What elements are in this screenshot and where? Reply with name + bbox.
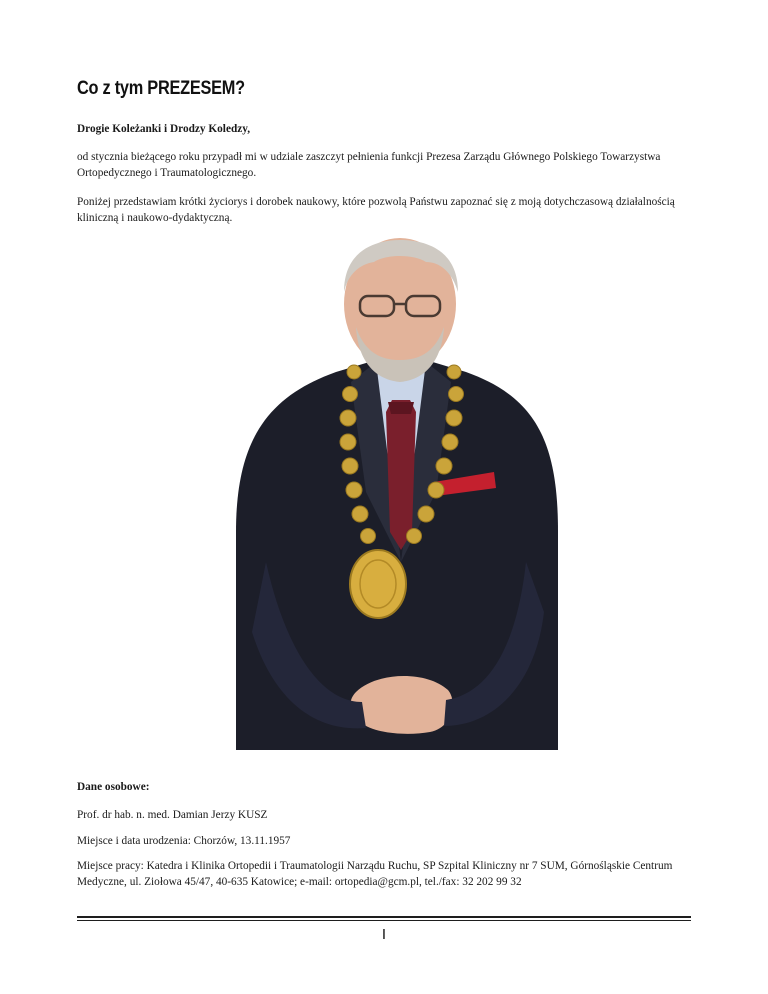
intro-paragraph-1: od stycznia bieżącego roku przypadł mi w udziale zaszczyt pełnienia funkcji Prezesa Zarządu Głównego Polskiego Towarzystwa Ortopedycznego i Traumatologicznego. bbox=[77, 151, 661, 179]
page-title: Co z tym PREZESEM? bbox=[77, 78, 245, 99]
portrait-photo bbox=[226, 232, 566, 754]
greeting: Drogie Koleżanki i Drodzy Koledzy, bbox=[77, 123, 251, 135]
work-line: Miejsce pracy: Katedra i Klinika Ortopedii i Traumatologii Narządu Ruchu, SP Szpital Kliniczny nr 7 SUM, Górnośląskie Centrum Medyczne, ul. Ziołowa 45/47, 40-635 Katowice; e-mail: ortopedia@gcm.pl, tel./fax: 32 202 99 32 bbox=[77, 860, 673, 888]
footer-rule-thin bbox=[77, 920, 691, 921]
birth-line: Miejsce i data urodzenia: Chorzów, 13.11.1957 bbox=[77, 835, 291, 847]
intro-paragraph-2: Poniżej przedstawiam krótki życiorys i dorobek naukowy, które pozwolą Państwu zapoznać się z moją dotychczasową działalnością kliniczną i naukowo-dydaktyczną. bbox=[77, 196, 675, 224]
section-heading: Dane osobowe: bbox=[77, 781, 150, 793]
page-number: I bbox=[381, 926, 387, 943]
footer-rule bbox=[77, 916, 691, 918]
name-line: Prof. dr hab. n. med. Damian Jerzy KUSZ bbox=[77, 809, 268, 821]
tie bbox=[386, 400, 416, 550]
